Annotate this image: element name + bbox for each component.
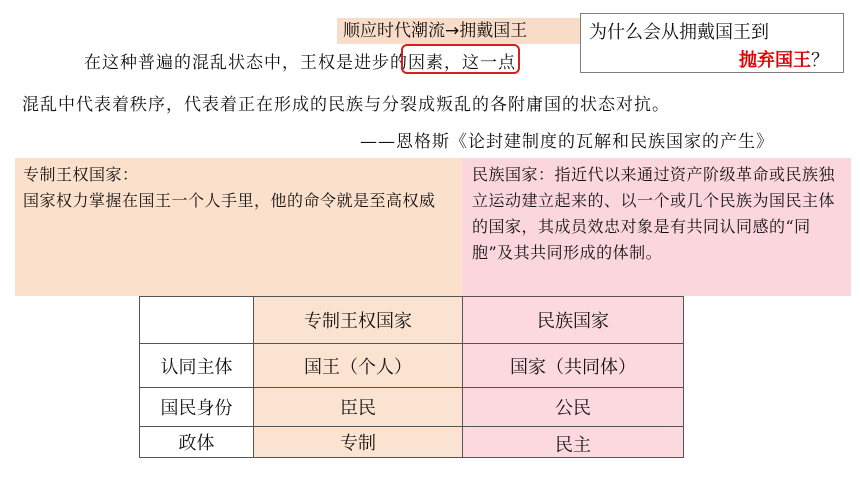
table-header-cell (140, 297, 254, 344)
table-cell: 民主 (463, 427, 684, 458)
table-cell: 公民 (463, 388, 684, 427)
quote-source: ——恩格斯《论封建制度的瓦解和民族国家的产生》 (360, 132, 774, 152)
question-line-1: 为什么会从拥戴国王到 (589, 22, 769, 43)
quote-highlight-text: 进步的因素 (354, 53, 444, 73)
autocratic-state-definition: 专制王权国家： 国家权力掌握在国王一个人手里，他的命令就是至高权威 (15, 158, 462, 296)
table-cell: 国王（个人） (254, 344, 463, 388)
question-line-2 (739, 46, 829, 72)
quote-line-1-post: ，这一点 (444, 53, 516, 73)
table-header-row (140, 297, 684, 344)
question-suffix: ？ (811, 50, 829, 71)
table-cell: 专制 (254, 427, 463, 458)
topic-tag: 顺应时代潮流→拥戴国王 (337, 18, 583, 44)
highlight-box (401, 44, 520, 74)
nation-state-definition: 民族国家：指近代以来通过资产阶级革命或民族独立运动建立起来的、以一个或几个民族为国民主体的国家，其成员效忠对象是有共同认同感的“同胞”及其共同形成的体制。 (462, 158, 851, 296)
table-cell: 臣民 (254, 388, 463, 427)
table-row (140, 388, 684, 427)
question-box (580, 13, 844, 73)
table-header-cell: 专制王权国家 (254, 297, 463, 344)
table-cell: 认同主体 (140, 344, 254, 388)
table-cell: 国家（共同体） (463, 344, 684, 388)
table-row (140, 427, 684, 458)
table-cell: 政体 (140, 427, 254, 458)
quote-line-1-pre: 在这种普遍的混乱状态中，王权是 (84, 53, 354, 73)
table-header-cell: 民族国家 (463, 297, 684, 344)
question-emphasis: 抛弃国王 (739, 50, 811, 71)
comparison-table (139, 296, 684, 458)
quote-line-2: 混乱中代表着秩序，代表着正在形成的民族与分裂成叛乱的各附庸国的状态对抗。 (22, 95, 670, 115)
table-cell: 国民身份 (140, 388, 254, 427)
table-row (140, 344, 684, 388)
